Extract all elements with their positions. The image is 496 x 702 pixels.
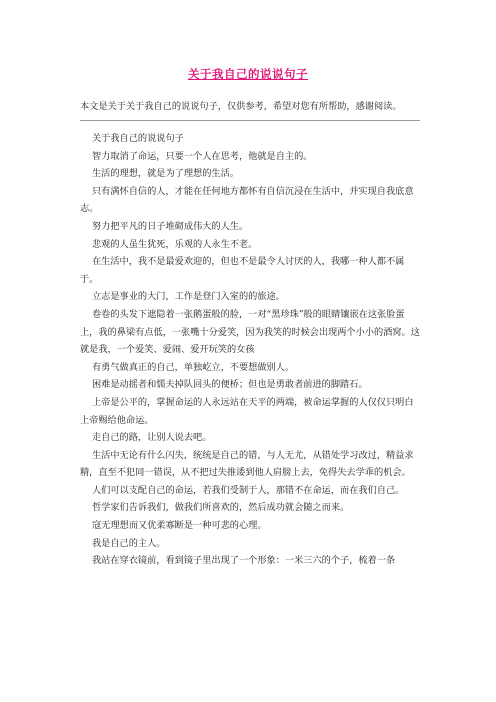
- paragraph: 上帝是公平的，掌握命运的人永远站在天平的两端，被命运掌握的人仅仅只明白上帝赐给他命运。: [80, 396, 414, 426]
- paragraph: 有勇气做真正的自己，单独屹立，不要想做别人。: [92, 361, 295, 373]
- document-body: [80, 130, 422, 570]
- paragraph: 在生活中，我不是最爱欢迎的，但也不是最令人讨厌的人，我哪一种人都不属于。: [80, 256, 405, 285]
- document-title: 关于我自己的说说句子: [188, 67, 308, 81]
- paragraph: 寇无理想而又优柔寡断是一种可悲的心理。: [92, 520, 267, 532]
- paragraph: 智力取消了命运，只要一个人在思考，他就是自主的。: [92, 150, 313, 162]
- paragraph: 走自己的路，让别人说去吧。: [92, 432, 212, 444]
- paragraph: 悲观的人虽生犹死，乐观的人永生不老。: [92, 238, 258, 250]
- divider: [80, 120, 420, 121]
- paragraph: 只有满怀自信的人，才能在任何地方都怀有自信沉浸在生活中，并实现自我底意志。: [80, 185, 414, 215]
- paragraph: 生活中无论有什么闪失，统统是自己的错，与人无尤，从错处学习改过，精益求精，直至不犯同一错误，从不把过失推诿到他人肩膀上去，免得失去学乖的机会。: [80, 449, 414, 479]
- paragraph: 立志是事业的大门，工作是登门入室的的旅途。: [92, 291, 285, 303]
- paragraph: 卷卷的头发下遮隐着一张鹅蛋般的脸，一对“黑珍珠”般的眼睛镶嵌在这张脸蛋上，我的鼻梁有点低，一张嘴十分爱笑，因为我笑的时候会出现两个小小的酒窝。这就是我，一个爱笑、爱闹、爱开玩笑的女孩: [80, 308, 420, 356]
- paragraph: 哲学家们告诉我们，做我们所喜欢的，然后成功就会随之而来。: [92, 502, 350, 514]
- paragraph: 我站在穿衣镜前，看到镜子里出现了一个形象：一米三六的个子，梳着一条: [92, 555, 396, 567]
- intro-text: 本文是关于关于我自己的说说句子，仅供参考，希望对您有所帮助，感谢阅读。: [80, 101, 402, 112]
- paragraph: 困难是动摇者和懦夫掉队回头的便桥；但也是勇敢者前进的脚踏石。: [92, 379, 368, 391]
- paragraph: 关于我自己的说说句子: [92, 133, 184, 144]
- paragraph: 生活的理想，就是为了理想的生活。: [92, 168, 239, 180]
- paragraph: 我是自己的主人。: [92, 537, 166, 549]
- paragraph: 人们可以支配自己的命运，若我们受制于人，那错不在命运，而在我们自己。: [92, 484, 405, 496]
- paragraph: 努力把平凡的日子堆砌成伟大的人生。: [92, 220, 249, 232]
